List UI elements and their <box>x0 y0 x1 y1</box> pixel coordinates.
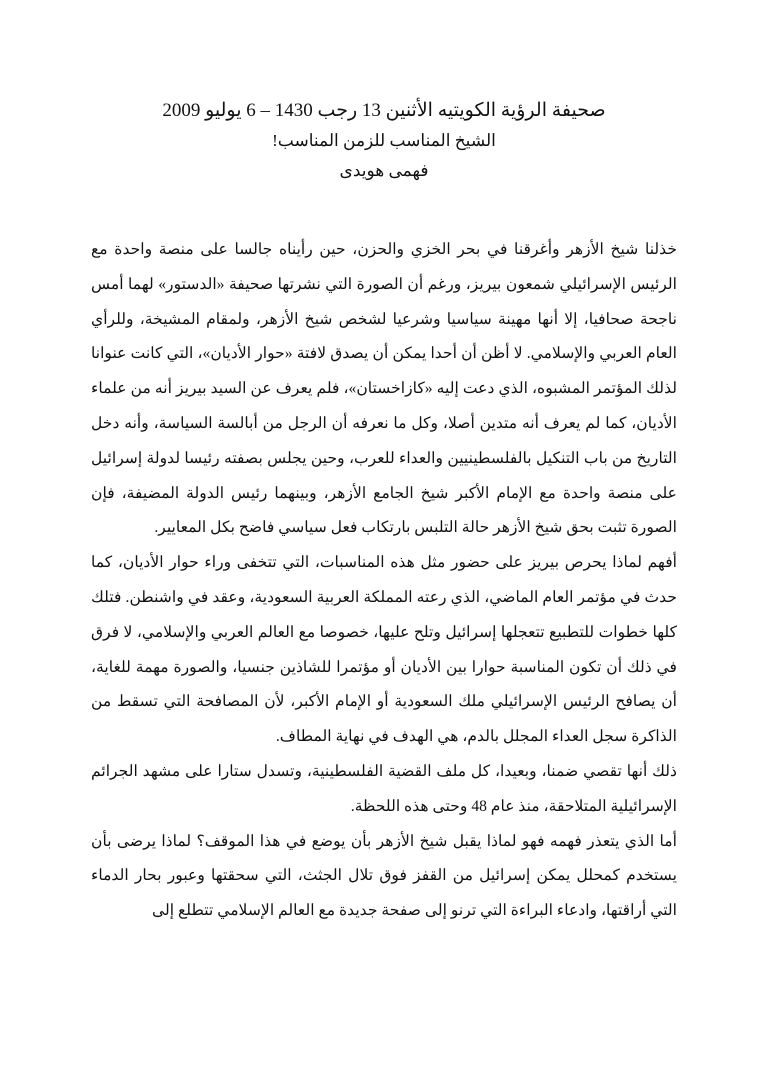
source-line: صحيفة الرؤية الكويتيه الأثنين 13 رجب 1430 – 6 يوليو 2009 <box>162 100 606 121</box>
paragraph: ذلك أنها تقصي ضمنا، وبعيدا، كل ملف القضية الفلسطينية، وتسدل ستارا على مشهد الجرائم الإسرائيلية المتلاحقة، منذ عام 48 وحتى هذه اللحظة. <box>91 762 677 815</box>
paragraph: أما الذي يتعذر فهمه فهو لماذا يقبل شيخ الأزهر بأن يوضع في هذا الموقف؟ لماذا يرضى بأن يستخدم كمحلل يمكن إسرائيل من القفز فوق تلال الجثث، التي سحقتها وعبور بحار الدماء التي أراقتها، وادعاء البراءة التي ترنو إلى صفحة جديدة مع العالم الإسلامي تتطلع إلى <box>91 832 677 920</box>
author-name: فهمى هويدى <box>339 161 429 180</box>
paragraph: خذلنا شيخ الأزهر وأغرقنا في بحر الخزي والحزن، حين رأيناه جالسا على منصة واحدة مع الرئيس الإسرائيلي شمعون بيريز، ورغم أن الصورة التي نشرتها صحيفة «الدستور» لهما أمس ناجحة صحافيا، إلا أنها مهينة سياسيا وشرعيا لشخص شيخ الأزهر، ولمقام المشيخة، وللرأي العام العربي والإسلامي. لا أظن أن أحدا يمكن أن يصدق لافتة «حوار الأديان»، التي كانت عنوانا لذلك المؤتمر المشبوه، الذي دعت إليه «كازاخستان»، فلم يعرف عن السيد بيريز أنه من علماء الأديان، كما لم يعرف أنه متدين أصلا، وكل ما نعرفه أن الرجل من أبالسة السياسة، وأنه دخل التاريخ من باب التنكيل بالفلسطينيين والعداء للعرب، وحين يجلس بصفته رئيسا لدولة إسرائيل على منصة واحدة مع الإمام الأكبر شيخ الجامع الأزهر، وبينهما رئيس الدولة المضيفة، فإن الصورة تثبت بحق شيخ الأزهر حالة التلبس بارتكاب فعل سياسي فاضح بكل المعايير. <box>91 241 677 537</box>
article-body <box>91 233 677 929</box>
article-header <box>90 96 678 186</box>
article-title: الشيخ المناسب للزمن المناسب! <box>272 131 496 150</box>
paragraph: أفهم لماذا يحرص بيريز على حضور مثل هذه المناسبات، التي تتخفى وراء حوار الأديان، كما حدث في مؤتمر العام الماضي، الذي رعته المملكة العربية السعودية، وعقد في واشنطن. فتلك كلها خطوات للتطبيع تتعجلها إسرائيل وتلح عليها، خصوصا مع العالم العربي والإسلامي، لا فرق في ذلك أن تكون المناسبة حوارا بين الأديان أو مؤتمرا للشاذين جنسيا، والصورة مهمة للغاية، أن يصافح الرئيس الإسرائيلي ملك السعودية أو الإمام الأكبر، لأن المصافحة التي تسقط من الذاكرة سجل العداء المجلل بالدم، هي الهدف في نهاية المطاف. <box>91 554 677 746</box>
